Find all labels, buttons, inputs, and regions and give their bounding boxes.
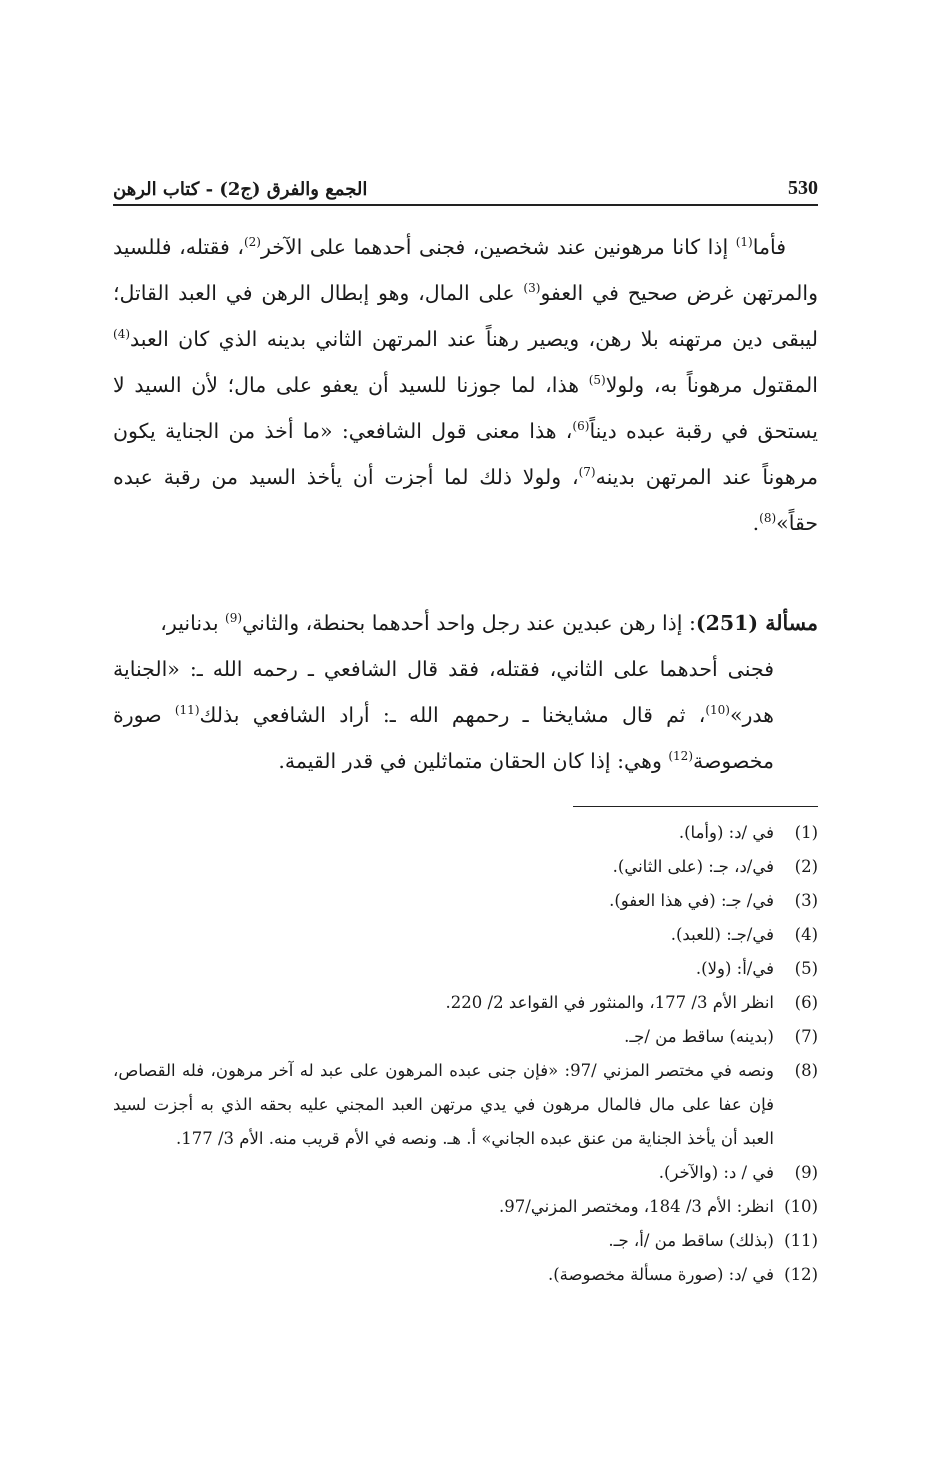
footnote-ref: (4) xyxy=(113,327,131,342)
footnote-ref: (9) xyxy=(225,611,243,626)
footnote-2: (2) في/د، جـ: (على الثاني). xyxy=(612,857,818,876)
footnote-6: (6) انظر الأم 3/ 177، والمنثور في القواعد 2/ 220. xyxy=(445,993,818,1012)
masala-label: مسألة xyxy=(758,611,818,635)
footnote-ref: (8) xyxy=(759,511,777,526)
page-number: 530 xyxy=(788,177,818,199)
footnote-12: (12) في /د: (صورة مسألة مخصوصة). xyxy=(548,1265,818,1284)
masala-first-line: مسألة (251): إذا رهن عبدين عند رجل واحد أحدهما بحنطة، والثاني$^{(9)}$ بدنانير، xyxy=(160,611,818,635)
header-rule xyxy=(113,204,818,206)
footnote-7: (7) (بدينه) ساقط من /جـ. xyxy=(624,1027,818,1046)
footnote-rule xyxy=(573,806,818,807)
footnote-11: (11) (بذلك) ساقط من /أ، جـ. xyxy=(608,1231,818,1250)
footnote-4: (4) في/جـ: (للعبد). xyxy=(670,925,818,944)
book-title: الجمع والفرق (ج2) - كتاب الرهن xyxy=(113,179,368,200)
footnote-1: (1) في /د: (وأما). xyxy=(678,823,818,842)
footnote-ref: (11) xyxy=(174,703,200,718)
footnote-ref: (2) xyxy=(243,235,261,250)
footnote-ref: (5) xyxy=(588,373,606,388)
masala-251 xyxy=(113,600,818,784)
footnote-ref: (7) xyxy=(578,465,596,480)
footnote-ref: (3) xyxy=(523,281,541,296)
footnote-ref: (6) xyxy=(572,419,590,434)
main-paragraph xyxy=(113,224,818,546)
paragraph-1: فأما$^{(1)}$ إذا كانا مرهونين عند شخصين، فجنى أحدهما على الآخر$^{(2)}$، فقتله، فللسيد والمرتهن غرض صحيح في العفو$^{(3)}$ على المال، وهو إبطال الرهن في العبد القاتل؛ ليبقى دين مرتهنه بلا رهن، ويصير رهناً عند المرتهن الثاني بدينه الذي كان العبد$^{(4)}$ المقتول مرهوناً به، ولولا$^{(5)}$ هذا، لما جوزنا للسيد أن يعفو على مال؛ لأن السيد لا يستحق في رقبة عبده ديناً$^{(6)}$، هذا معنى قول الشافعي: «ما أخذ من الجناية يكون مرهوناً عند المرتهن بدينه$^{(7)}$، ولولا ذلك لما أجزت أن يأخذ السيد من رقبة عبده حقاً»$^{(8)}$. xyxy=(113,235,818,535)
footnote-8: (8) ونصه في مختصر المزني /97: «فإن جنى عبده المرهون على عبد له آخر مرهون، فله القصاص، فإن عفا على مال فالمال مرهون في يدي مرتهن العبد المجني عليه بحقه الذي به أجزت لسيد العبد أن يأخذ الجناية من عنق عبده الجاني» أ. هـ. ونصه في الأم قريب منه. الأم 3/ 177. xyxy=(113,1061,818,1148)
masala-body: فجنى أحدهما على الثاني، فقتله، فقد قال الشافعي ـ رحمه الله ـ: «الجناية هدر»$^{(10)}$، ثم قال مشايخنا ـ رحمهم الله ـ: أراد الشافعي بذلك$^{(11)}$ صورة مخصوصة$^{(12)}$ وهي: إذا كان الحقان متماثلين في قدر القيمة. xyxy=(113,657,774,773)
masala-number: (251) xyxy=(695,611,759,635)
footnote-ref: (1) xyxy=(735,235,753,250)
footnote-5: (5) في/أ: (ولا). xyxy=(695,959,818,978)
footnote-ref: (10) xyxy=(705,703,730,718)
footnote-9: (9) في / د: (والآخر). xyxy=(658,1163,818,1182)
footnotes-list xyxy=(113,816,818,1292)
running-header xyxy=(113,160,818,200)
footnote-3: (3) في/ جـ: (في هذا العفو). xyxy=(609,891,818,910)
footnote-ref: (12) xyxy=(668,749,694,764)
footnote-10: (10) انظر: الأم 3/ 184، ومختصر المزني/97. xyxy=(499,1197,818,1216)
